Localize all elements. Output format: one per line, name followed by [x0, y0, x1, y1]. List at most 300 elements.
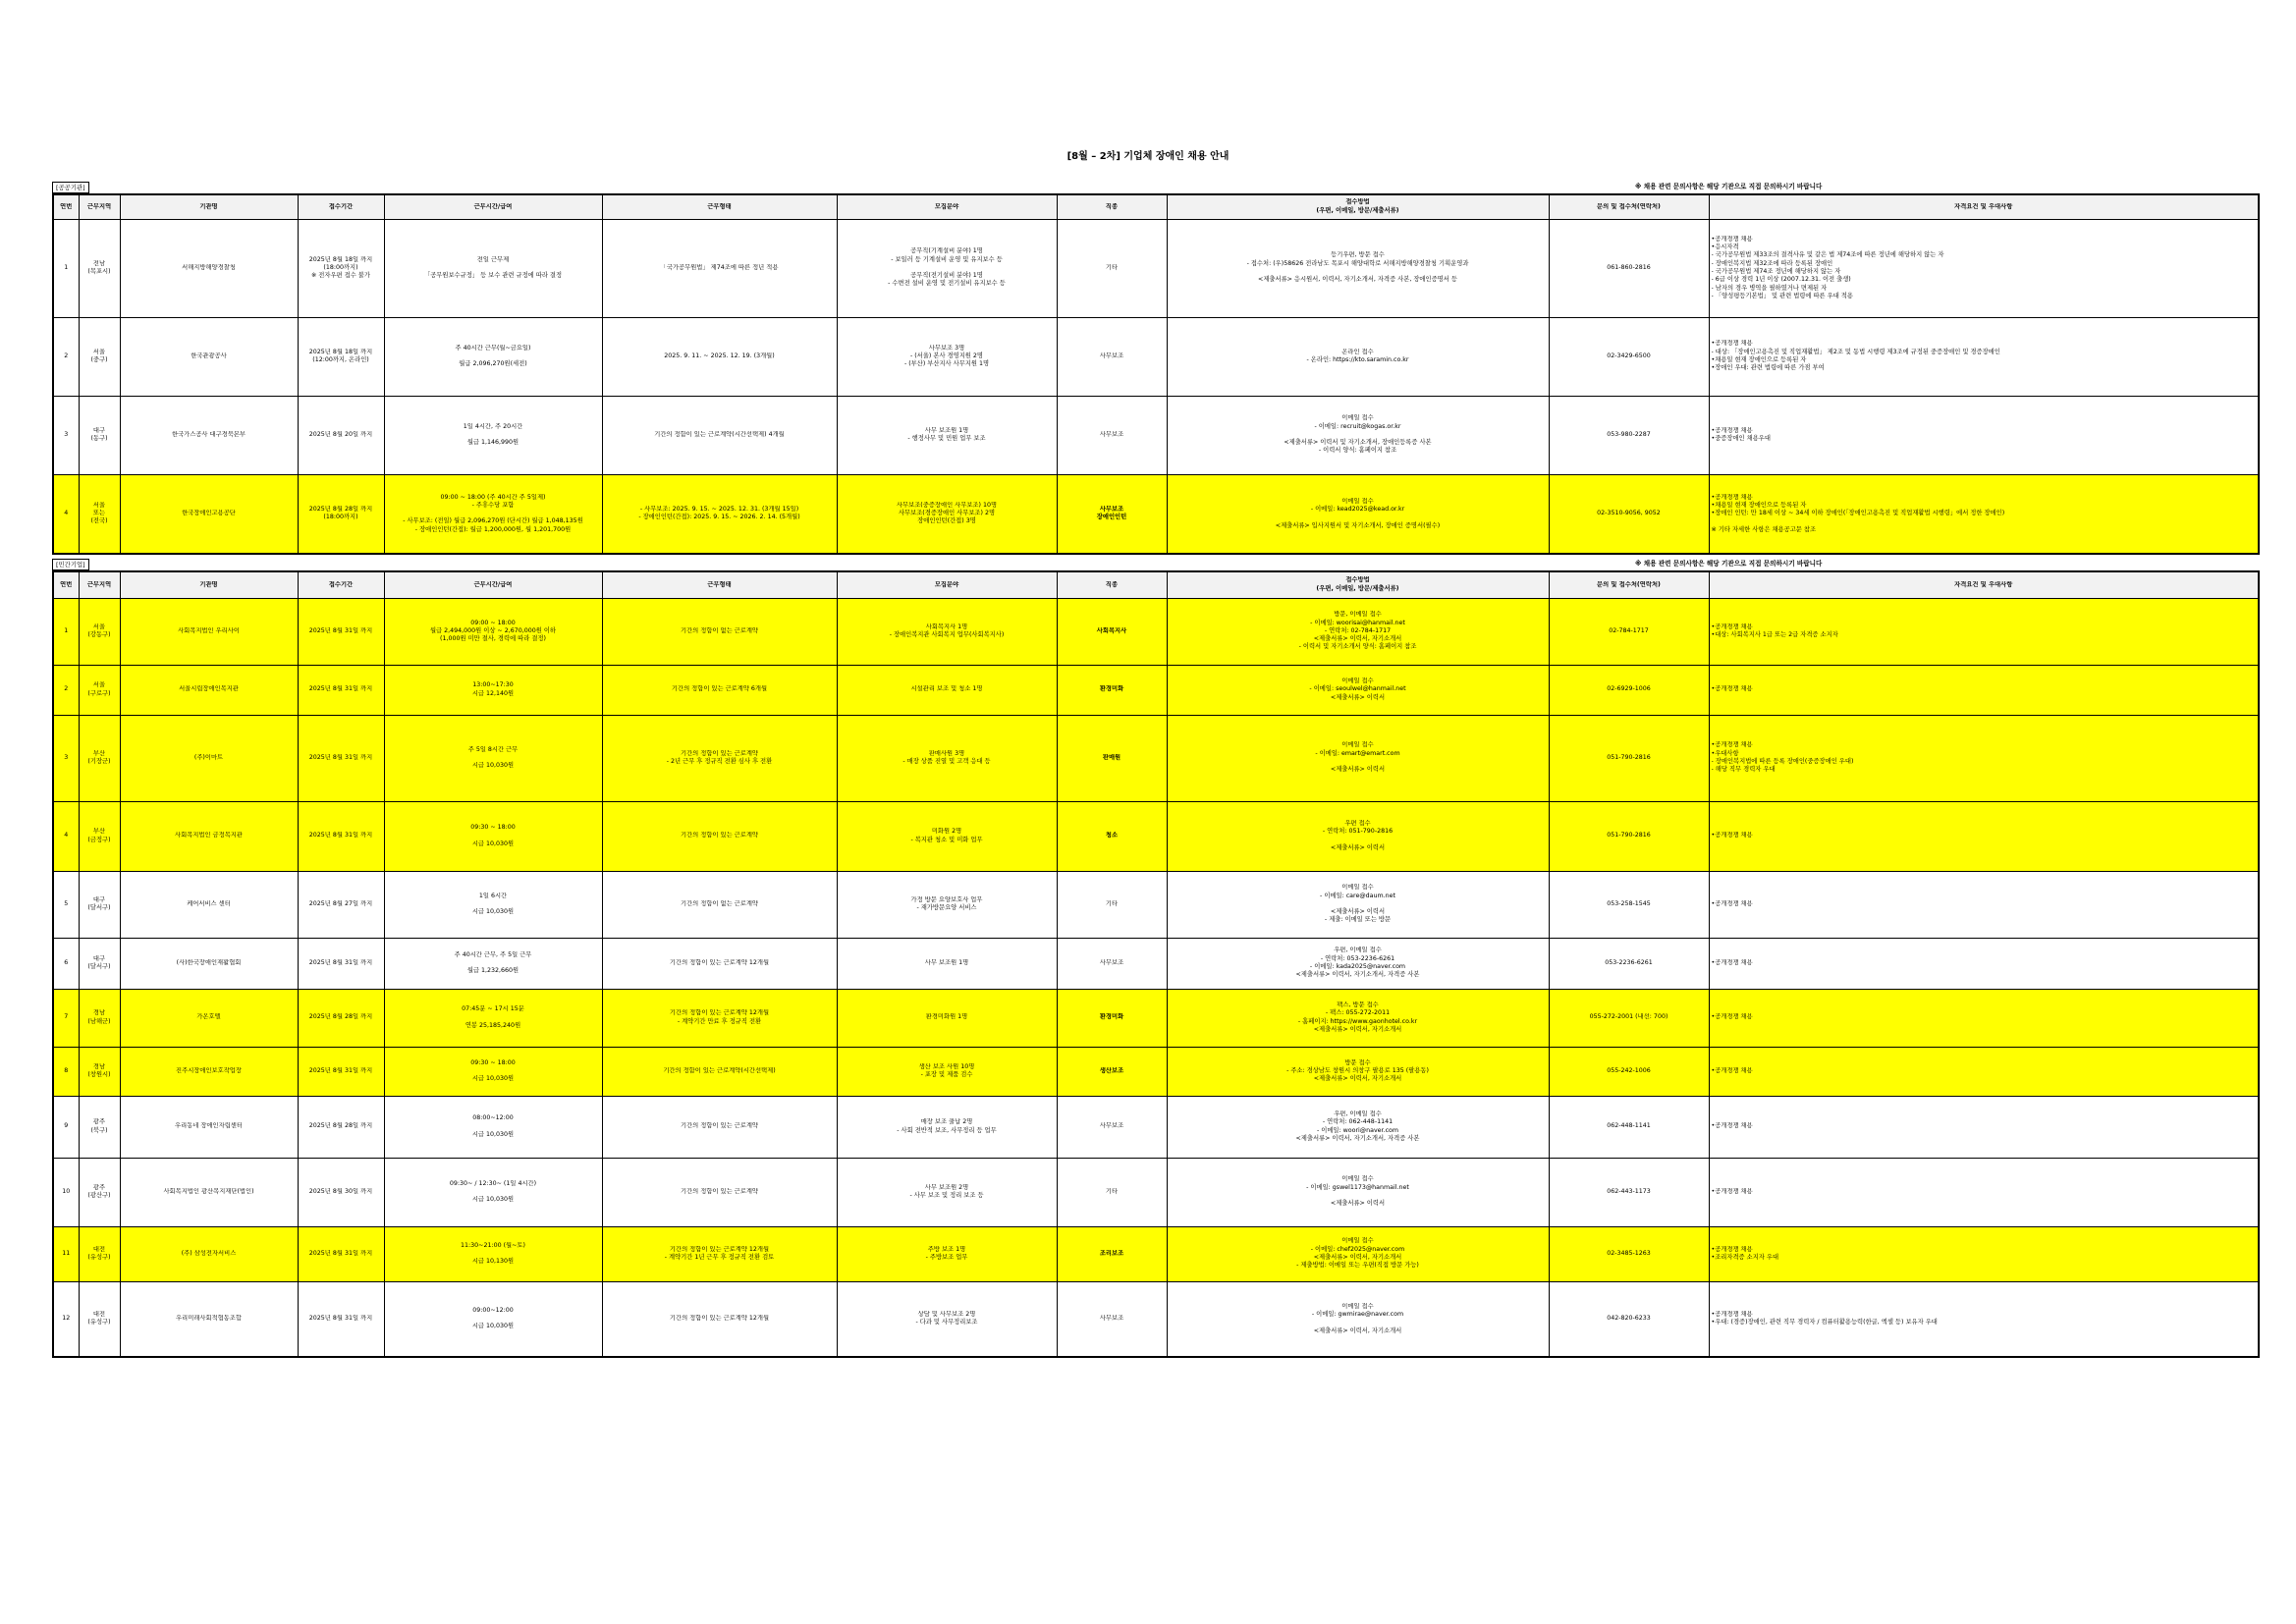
header-label: 직종: [1105, 580, 1119, 588]
organization-text: 케어서비스 센터: [187, 899, 231, 907]
table-row: [53, 715, 2259, 801]
cell-job-category: [1057, 871, 1167, 938]
cell-application-method: [1167, 1281, 1549, 1357]
header-employment-type: [602, 571, 837, 598]
number-text: 2: [64, 352, 69, 359]
recruit-field-text: 사회복지사 1명 - 장애인복지관 사회복지 업무(사회복지사): [889, 623, 1005, 638]
cell-job-category: [1057, 715, 1167, 801]
application-method-text: 온라인 접수 - 온라인: https://kto.saramin.co.kr: [1306, 348, 1409, 363]
region-text: 대전 (유성구): [87, 1310, 111, 1326]
employment-type-text: 「국가공무원법」 제74조에 따른 정년 적용: [660, 263, 779, 271]
cell-application-period: [298, 598, 384, 665]
application-method-text: 우편 접수 - 연락처: 051-790-2816 <제출서류> 이력서: [1322, 819, 1394, 851]
cell-job-category: [1057, 801, 1167, 871]
hours-pay-text: 1일 4시간, 주 20시간 월급 1,146,990원: [463, 422, 523, 447]
header-label: 연번: [60, 580, 73, 588]
contact-text: 055-242-1006: [1607, 1066, 1651, 1074]
header-job-category: [1057, 194, 1167, 219]
cell-job-category: [1057, 598, 1167, 665]
contact-text: 053-258-1545: [1607, 899, 1651, 907]
contact-text: 061-860-2816: [1607, 263, 1651, 271]
number-text: 1: [64, 263, 69, 271]
cell-application-method: [1167, 665, 1549, 715]
cell-employment-type: [602, 219, 837, 317]
employment-type-text: 기간의 정함이 없는 근로계약: [681, 899, 758, 907]
table-row: [53, 1158, 2259, 1226]
employment-type-text: 기간의 정함이 있는 근로계약 6개월: [671, 685, 768, 693]
hours-pay-text: 09:00 ~ 18:00 월급 2,494,000원 이상 ~ 2,670,000원 이하 (1,000원 미만 절사, 경력에 따라 결정): [429, 619, 557, 643]
qualifications-text: •공개경쟁 채용: [1711, 958, 1753, 966]
cell-qualifications: [1709, 1158, 2259, 1226]
cell-application-period: [298, 1226, 384, 1281]
cell-job-category: [1057, 665, 1167, 715]
table-row: [53, 598, 2259, 665]
organization-text: 진주시장애인보호작업장: [176, 1066, 242, 1074]
cell-application-method: [1167, 1158, 1549, 1226]
qualifications-text: •공개경쟁 채용: [1711, 1066, 1753, 1074]
cell-contact: [1549, 1226, 1709, 1281]
cell-number: [53, 715, 79, 801]
cell-application-method: [1167, 938, 1549, 989]
section-label-private: [민간기업]: [52, 559, 89, 570]
hours-pay-text: 07:45분 ~ 17시 15분 연봉 25,185,240원: [462, 1005, 524, 1029]
employment-type-text: - 사무보조: 2025. 9. 15. ~ 2025. 12. 31. (3개월 15일) - 장애인인턴(간접): 2025. 9. 15. ~ 2026. 2. 14. (5개월): [638, 505, 800, 521]
cell-hours-pay: [384, 317, 602, 396]
region-text: 대전 (유성구): [87, 1245, 111, 1261]
page-title: [8월 – 2차] 기업체 장애인 채용 안내: [1066, 151, 1230, 162]
cell-hours-pay: [384, 474, 602, 554]
employment-type-text: 기간의 정함이 있는 근로계약 12개월 - 계약기간 1년 근무 후 정규직 전환 검토: [664, 1245, 775, 1261]
contact-text: 051-790-2816: [1607, 832, 1651, 839]
cell-region: [79, 1281, 120, 1357]
application-method-text: 이메일 접수 - 이메일: care@daum.net <제출서류> 이력서 - 제출: 이메일 또는 방문: [1320, 884, 1395, 924]
employment-type-text: 기간의 정함이 있는 근로계약 12개월: [669, 958, 770, 966]
contact-text: 02-6929-1006: [1607, 685, 1651, 693]
table-row: [53, 1096, 2259, 1158]
cell-hours-pay: [384, 1226, 602, 1281]
cell-application-method: [1167, 598, 1549, 665]
job-category-text: 사무보조: [1099, 430, 1124, 438]
cell-recruit-field: [837, 317, 1057, 396]
header-label: 접수기간: [328, 580, 354, 588]
header-label: 기관명: [199, 580, 218, 588]
cell-contact: [1549, 1047, 1709, 1096]
job-category-text: 사무보조: [1099, 1315, 1124, 1323]
cell-recruit-field: [837, 1096, 1057, 1158]
cell-employment-type: [602, 474, 837, 554]
job-category-text: 기타: [1105, 1187, 1119, 1195]
employment-type-text: 기간의 정함이 없는 근로계약: [681, 626, 758, 634]
hours-pay-text: 11:30~21:00 (월~토) 시급 10,130원: [461, 1241, 525, 1266]
qualifications-text: •공개경쟁 채용: [1711, 1013, 1753, 1021]
cell-organization: [120, 317, 298, 396]
header-recruit-field: [837, 194, 1057, 219]
qualifications-text: •공개경쟁 채용: [1711, 1122, 1753, 1130]
cell-hours-pay: [384, 598, 602, 665]
cell-number: [53, 665, 79, 715]
header-qualifications: [1709, 194, 2259, 219]
number-text: 4: [64, 510, 69, 517]
table-row: [53, 801, 2259, 871]
contact-text: 053-980-2287: [1607, 430, 1651, 438]
contact-text: 042-820-6233: [1607, 1315, 1651, 1323]
organization-text: 한국관광공사: [191, 352, 227, 359]
header-hours-pay: [384, 571, 602, 598]
table-header-row: [53, 571, 2259, 598]
table-row: [53, 989, 2259, 1047]
cell-qualifications: [1709, 598, 2259, 665]
cell-number: [53, 938, 79, 989]
cell-hours-pay: [384, 938, 602, 989]
cell-application-method: [1167, 317, 1549, 396]
number-text: 8: [64, 1066, 69, 1074]
organization-text: (사)한국장애인재활협회: [176, 958, 242, 966]
application-period-text: 2025년 8월 18일 까지 (18:00까지) ※ 전자우편 접수 불가: [308, 255, 373, 280]
header-label: 자격요건 및 우대사항: [1954, 202, 2013, 210]
cell-application-method: [1167, 871, 1549, 938]
cell-recruit-field: [837, 598, 1057, 665]
region-text: 서울 (구로구): [87, 681, 111, 697]
job-category-text: 판매원: [1102, 753, 1121, 761]
qualifications-text: •공개경쟁 채용: [1711, 832, 1753, 839]
cell-qualifications: [1709, 989, 2259, 1047]
region-text: 광주 (북구): [90, 1118, 108, 1134]
job-category-text: 사회복지사: [1096, 626, 1127, 634]
cell-job-category: [1057, 317, 1167, 396]
cell-application-method: [1167, 396, 1549, 474]
cell-recruit-field: [837, 989, 1057, 1047]
header-application-period: [298, 571, 384, 598]
cell-qualifications: [1709, 665, 2259, 715]
cell-employment-type: [602, 801, 837, 871]
cell-job-category: [1057, 989, 1167, 1047]
qualifications-text: •공개경쟁 채용 •중증장애인 채용우대: [1711, 426, 1771, 442]
cell-hours-pay: [384, 871, 602, 938]
cell-number: [53, 396, 79, 474]
hours-pay-text: 1일 6시간 시급 10,030원: [471, 892, 515, 916]
cell-region: [79, 801, 120, 871]
organization-text: 서울시립장애인복지관: [179, 685, 239, 693]
qualifications-text: •공개경쟁 채용 •우대사항 - 장애인복지법에 따른 등록 장애인(중증장애인 우대) - 해당 직무 경력자 우대: [1711, 741, 1854, 774]
cell-recruit-field: [837, 801, 1057, 871]
application-method-text: 팩스, 방문 접수 - 팩스: 055-272-2011 - 홈페이지: https://www.gaonhotel.co.kr <제출서류> 이력서, 자기소개서: [1297, 1001, 1418, 1033]
table-row: [53, 219, 2259, 317]
qualifications-text: •공개경쟁 채용 •대상: 사회복지사 1급 또는 2급 자격증 소지자: [1711, 623, 1838, 638]
cell-application-period: [298, 715, 384, 801]
cell-number: [53, 1096, 79, 1158]
contact-text: 02-3429-6500: [1607, 352, 1651, 359]
cell-qualifications: [1709, 317, 2259, 396]
employment-type-text: 기간의 정함이 있는 근로계약 - 2년 근무 후 정규직 전환 심사 후 전환: [666, 749, 773, 765]
cell-organization: [120, 1281, 298, 1357]
recruit-field-text: 환경미화원 1명: [925, 1013, 968, 1021]
cell-region: [79, 598, 120, 665]
cell-application-period: [298, 989, 384, 1047]
header-label: 접수방법 (우편, 이메일, 방문/제출서류): [1316, 576, 1399, 592]
cell-contact: [1549, 801, 1709, 871]
cell-contact: [1549, 219, 1709, 317]
cell-hours-pay: [384, 715, 602, 801]
region-text: 경남 (남해군): [87, 1009, 111, 1025]
cell-region: [79, 317, 120, 396]
number-text: 11: [62, 1249, 71, 1257]
employment-type-text: 기간의 정함이 있는 근로계약: [681, 832, 758, 839]
recruit-field-text: 공무직(기계설비 분야) 1명 - 보일러 등 기계설비 운영 및 유지보수 등 공무직(전기설비 분야) 1명 - 수변전 설비 운영 및 전기설비 유지보수 등: [888, 247, 1006, 288]
cell-number: [53, 1226, 79, 1281]
recruit-field-text: 사무 보조원 1명 - 행정사무 및 민원 업무 보조: [907, 426, 986, 442]
job-category-text: 기타: [1105, 899, 1119, 907]
employment-type-text: 기간의 정함이 있는 근로계약(시간선택제) 4개월: [654, 430, 785, 438]
cell-number: [53, 989, 79, 1047]
cell-region: [79, 396, 120, 474]
header-label: 모집분야: [934, 580, 959, 588]
cell-hours-pay: [384, 396, 602, 474]
cell-organization: [120, 1096, 298, 1158]
cell-job-category: [1057, 938, 1167, 989]
cell-application-method: [1167, 801, 1549, 871]
cell-application-method: [1167, 989, 1549, 1047]
cell-hours-pay: [384, 665, 602, 715]
cell-application-period: [298, 801, 384, 871]
header-contact: [1549, 194, 1709, 219]
cell-region: [79, 1226, 120, 1281]
cell-job-category: [1057, 1226, 1167, 1281]
recruit-field-text: 사무보조 3명 - (서울) 본사 경영지원 2명 - (부산) 부산지사 사무지원 1명: [903, 344, 990, 368]
cell-organization: [120, 396, 298, 474]
header-label: 근무형태: [707, 202, 732, 210]
header-label: 근무시간/급여: [473, 580, 513, 588]
cell-qualifications: [1709, 1047, 2259, 1096]
cell-qualifications: [1709, 1281, 2259, 1357]
cell-contact: [1549, 396, 1709, 474]
cell-application-method: [1167, 219, 1549, 317]
cell-job-category: [1057, 1158, 1167, 1226]
qualifications-text: •공개경쟁 채용 •우대: (경증)장애인, 관련 직무 경력자 / 컴퓨터활용능력(한글, 엑셀 등) 보유자 우대: [1711, 1310, 1938, 1326]
hours-pay-text: 주 40시간 근무(월~금요일) 월급 2,096,270원(세전): [455, 344, 531, 368]
cell-employment-type: [602, 1096, 837, 1158]
header-label: 접수기간: [328, 202, 354, 210]
job-category-text: 환경미화: [1099, 685, 1124, 693]
qualifications-text: •공개경쟁 채용 - 대상: 「장애인고용촉진 및 직업재활법」 제2조 및 동법 시행령 제3조에 규정된 중증장애인 및 경증장애인 •채용일 현재 장애인으로 등록된 자 •장애인 우대: 관련 법령에 따른 가점 부여: [1711, 340, 2000, 372]
application-period-text: 2025년 8월 31일 까지: [308, 626, 373, 634]
cell-region: [79, 1047, 120, 1096]
contact-text: 02-784-1717: [1609, 626, 1649, 634]
cell-contact: [1549, 715, 1709, 801]
recruit-field-text: 미화원 2명 - 복지관 청소 및 미화 업무: [910, 828, 983, 843]
cell-region: [79, 938, 120, 989]
employment-type-text: 기간의 정함이 있는 근로계약 12개월: [669, 1315, 770, 1323]
cell-job-category: [1057, 1281, 1167, 1357]
region-text: 서울 또는 (전국): [90, 501, 108, 525]
header-label: 자격요건 및 우대사항: [1954, 580, 2013, 588]
hours-pay-text: 주 5일 8시간 근무 시급 10,030원: [467, 745, 519, 770]
qualifications-text: •공개경쟁 채용: [1711, 685, 1753, 693]
organization-text: 우리동네 장애인자립센터: [175, 1122, 243, 1130]
region-text: 대구 (달서구): [87, 895, 111, 911]
region-text: 광주 (광산구): [87, 1183, 111, 1199]
recruit-field-text: 상담 및 사무보조 2명 - 다과 및 사무정리보조: [915, 1310, 978, 1326]
cell-recruit-field: [837, 1047, 1057, 1096]
region-text: 경남 (창원시): [87, 1062, 111, 1078]
cell-contact: [1549, 1096, 1709, 1158]
cell-recruit-field: [837, 1158, 1057, 1226]
cell-qualifications: [1709, 871, 2259, 938]
cell-employment-type: [602, 396, 837, 474]
header-number: [53, 571, 79, 598]
employment-type-text: 기간의 정함이 있는 근로계약 12개월 - 계약기간 만료 후 정규직 전환: [669, 1009, 770, 1025]
cell-employment-type: [602, 598, 837, 665]
application-method-text: 이메일 접수 - 이메일: recruit@kogas.or.kr <제출서류> 이력서 및 자기소개서, 장애인등록증 사본 - 이력서 양식: 홈페이지 참조: [1284, 414, 1432, 455]
hours-pay-text: 09:00~12:00 시급 10,030원: [471, 1306, 515, 1330]
contact-text: 02-3510-9056, 9052: [1597, 510, 1661, 517]
contact-text: 062-448-1141: [1607, 1122, 1651, 1130]
header-application-method: [1167, 194, 1549, 219]
cell-organization: [120, 1226, 298, 1281]
cell-organization: [120, 938, 298, 989]
application-method-text: 이메일 접수 - 이메일: chef2025@naver.com <제출서류> 이력서, 자기소개서 - 제출방법: 이메일 또는 우편(직접 방문 가능): [1296, 1237, 1419, 1270]
employment-type-text: 기간의 정함이 있는 근로계약: [681, 1122, 758, 1130]
cell-organization: [120, 665, 298, 715]
cell-region: [79, 474, 120, 554]
application-method-text: 이메일 접수 - 이메일: seoulwel@hanmail.net <제출서류> 이력서: [1309, 677, 1406, 701]
organization-text: 서해지방해양경찰청: [182, 263, 236, 271]
cell-hours-pay: [384, 801, 602, 871]
employment-type-text: 기간의 정함이 있는 근로계약: [681, 1187, 758, 1195]
cell-region: [79, 219, 120, 317]
number-text: 3: [64, 430, 69, 438]
cell-application-period: [298, 1047, 384, 1096]
cell-organization: [120, 1047, 298, 1096]
number-text: 7: [64, 1013, 69, 1021]
cell-organization: [120, 598, 298, 665]
application-method-text: 우편, 이메일 접수 - 연락처: 062-448-1141 - 이메일: woori@naver.com <제출서류> 이력서, 자기소개서, 자격증 사본: [1295, 1110, 1420, 1142]
application-method-text: 이메일 접수 - 이메일: kead2025@kead.or.kr <제출서류> 입사지원서 및 자기소개서, 장애인 증명서(필수): [1275, 497, 1441, 529]
cell-application-period: [298, 317, 384, 396]
header-label: 기관명: [199, 202, 218, 210]
number-text: 6: [64, 958, 69, 966]
organization-text: 사회복지법인 우리사이: [178, 626, 240, 634]
application-method-text: 이메일 접수 - 이메일: gswel1173@hanmail.net <제출서류> 이력서: [1306, 1175, 1409, 1208]
cell-organization: [120, 715, 298, 801]
table-row: [53, 474, 2259, 554]
application-method-text: 등기우편, 방문 접수 - 접수처: (우)58626 전라남도 목포시 해양대학로 서해지방해양경찰청 기획운영과 <제출서류> 응시원서, 이력서, 자기소개서, 자격증 사본, 장애인증명서 등: [1246, 251, 1469, 284]
application-method-text: 이메일 접수 - 이메일: emart@emart.com <제출서류> 이력서: [1315, 741, 1400, 774]
application-period-text: 2025년 8월 28일 까지: [308, 1013, 373, 1021]
cell-employment-type: [602, 317, 837, 396]
cell-contact: [1549, 871, 1709, 938]
hours-pay-text: 09:00 ~ 18:00 (주 40시간 주 5일제) - 주휴수당 포함 - 사무보조: (전일) 월급 2,096,270원 (단시간) 월급 1,048,135원 - 장애인인턴(간접): 월급 1,200,000원, 월 1,201,700원: [403, 493, 583, 533]
cell-employment-type: [602, 1158, 837, 1226]
cell-job-category: [1057, 474, 1167, 554]
cell-number: [53, 1047, 79, 1096]
job-category-text: 조리보조: [1099, 1249, 1124, 1257]
cell-hours-pay: [384, 1158, 602, 1226]
recruit-field-text: 매장 보조 출납 2명 - 사회 전반적 보조, 사무정리 등 업무: [897, 1118, 997, 1134]
application-period-text: 2025년 8월 31일 까지: [308, 1066, 373, 1074]
table-row: [53, 665, 2259, 715]
recruit-field-text: 주방 보조 1명 - 주방보조 업무: [925, 1245, 968, 1261]
cell-qualifications: [1709, 801, 2259, 871]
cell-region: [79, 1096, 120, 1158]
application-period-text: 2025년 8월 20일 까지: [308, 430, 373, 438]
job-category-text: 사무보조: [1099, 352, 1124, 359]
table-row: [53, 871, 2259, 938]
header-label: 문의 및 접수처(연락처): [1597, 202, 1661, 210]
cell-organization: [120, 1158, 298, 1226]
header-label: 문의 및 접수처(연락처): [1597, 580, 1661, 588]
region-text: 대구 (달서구): [87, 954, 111, 970]
cell-region: [79, 989, 120, 1047]
header-number: [53, 194, 79, 219]
cell-recruit-field: [837, 474, 1057, 554]
cell-number: [53, 219, 79, 317]
cell-job-category: [1057, 219, 1167, 317]
cell-recruit-field: [837, 715, 1057, 801]
organization-text: 사회복지법인 금정복지관: [175, 832, 243, 839]
hours-pay-text: 08:00~12:00 시급 10,030원: [471, 1114, 515, 1138]
cell-region: [79, 871, 120, 938]
cell-application-period: [298, 871, 384, 938]
public-jobs-table: [52, 193, 2260, 555]
header-label: 근무지역: [86, 580, 112, 588]
cell-application-period: [298, 396, 384, 474]
cell-recruit-field: [837, 665, 1057, 715]
recruit-field-text: 판매사원 3명 - 매장 상품 진열 및 고객 응대 등: [902, 749, 991, 765]
contact-text: 062-443-1173: [1607, 1187, 1651, 1195]
cell-number: [53, 871, 79, 938]
organization-text: 우리미래사회적협동조합: [176, 1315, 242, 1323]
section-notice-public: ※ 채용 관련 문의사항은 해당 기관으로 직접 문의하시기 바랍니다: [1635, 183, 1823, 190]
contact-text: 051-790-2816: [1607, 753, 1651, 761]
cell-number: [53, 474, 79, 554]
cell-employment-type: [602, 665, 837, 715]
header-employment-type: [602, 194, 837, 219]
cell-organization: [120, 474, 298, 554]
header-contact: [1549, 571, 1709, 598]
cell-region: [79, 665, 120, 715]
cell-employment-type: [602, 871, 837, 938]
hours-pay-text: 09:30 ~ 18:00 시급 10,030원: [470, 824, 516, 847]
cell-qualifications: [1709, 396, 2259, 474]
cell-qualifications: [1709, 1096, 2259, 1158]
cell-job-category: [1057, 1096, 1167, 1158]
application-method-text: 방문, 이메일 접수 - 이메일: woorisai@hanmail.net - 연락처: 02-784-1717 <제출서류> 이력서, 자기소개서 - 이력서 및 자기소개서 양식: 홈페이지 참조: [1298, 611, 1417, 651]
cell-recruit-field: [837, 871, 1057, 938]
cell-contact: [1549, 989, 1709, 1047]
header-recruit-field: [837, 571, 1057, 598]
header-label: 직종: [1105, 202, 1119, 210]
recruit-field-text: 시설관리 보조 및 청소 1명: [910, 685, 983, 693]
number-text: 10: [62, 1187, 71, 1195]
cell-job-category: [1057, 396, 1167, 474]
cell-organization: [120, 989, 298, 1047]
table-row: [53, 317, 2259, 396]
job-category-text: 생산보조: [1099, 1066, 1124, 1074]
application-method-text: 이메일 접수 - 이메일: gwmirae@naver.com <제출서류> 이력서, 자기소개서: [1311, 1302, 1404, 1334]
organization-text: 한국장애인고용공단: [182, 510, 236, 517]
employment-type-text: 기간의 정함이 있는 근로계약(시간선택제): [663, 1066, 776, 1074]
cell-application-method: [1167, 1096, 1549, 1158]
cell-job-category: [1057, 1047, 1167, 1096]
header-region: [79, 194, 120, 219]
table-header-row: [53, 194, 2259, 219]
hours-pay-text: 주 40시간 근무, 주 5일 근무 월급 1,232,660원: [454, 950, 532, 975]
application-method-text: 방문 접수 - 주소: 경상남도 창원시 의창구 팔용로 135 (팔용동) <제출서류> 이력서, 자기소개서: [1286, 1058, 1429, 1083]
contact-text: 053-2236-6261: [1605, 958, 1653, 966]
recruit-field-text: 사무보조(중증장애인 사무보조) 10명 사무보조(경증장애인 사무보조) 2명 장애인인턴(간접) 3명: [896, 501, 998, 525]
header-region: [79, 571, 120, 598]
cell-application-method: [1167, 1047, 1549, 1096]
